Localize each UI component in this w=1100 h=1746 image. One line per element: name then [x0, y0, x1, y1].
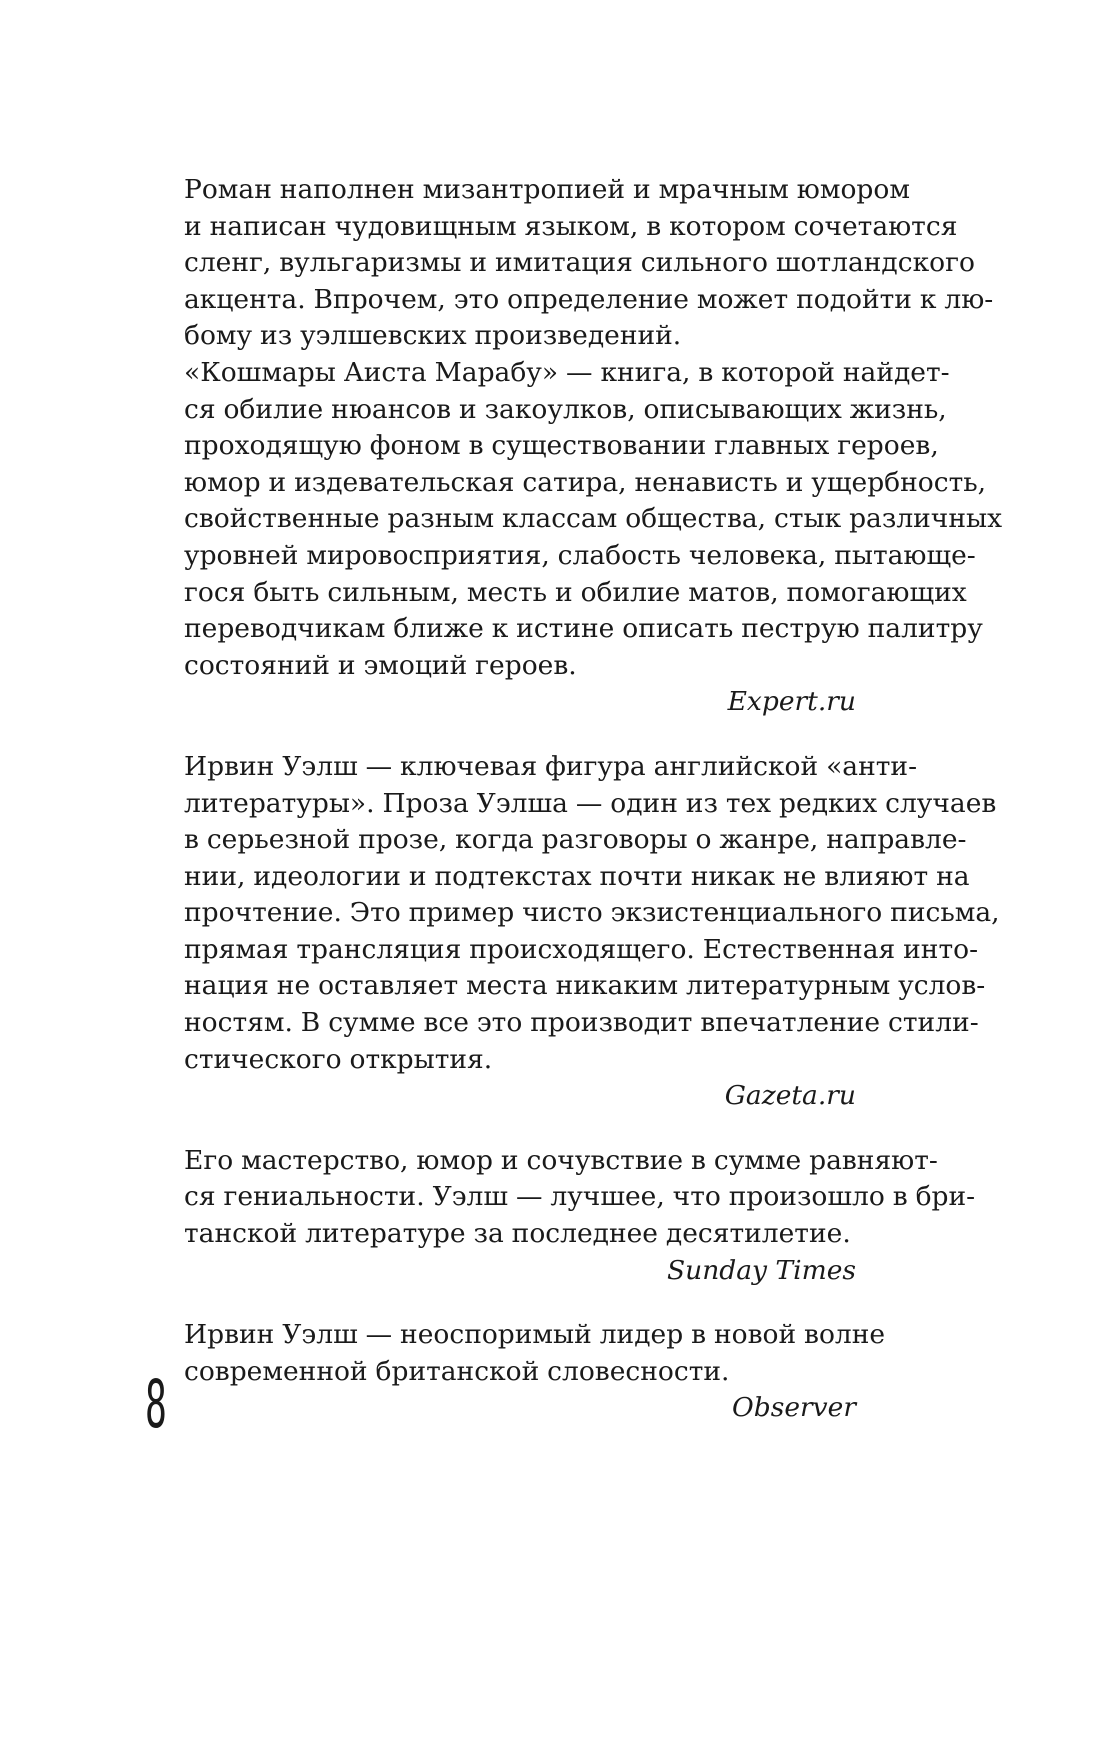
- text-line: Ирвин Уэлш — неоспоримый лидер в новой волне: [184, 1319, 886, 1351]
- page-content: [150, 172, 1003, 1427]
- review-source: Observer: [732, 1392, 856, 1424]
- review-paragraph: [150, 355, 1003, 684]
- text-line: литературы». Проза Уэлша — один из тех редких случаев: [184, 787, 997, 819]
- text-line: переводчикам ближе к истине описать пеструю палитру: [184, 613, 983, 645]
- text-line: стического открытия.: [184, 1043, 493, 1075]
- review-observer: [150, 1317, 886, 1427]
- text-line: Роман наполнен мизантропией и мрачным юмором: [184, 174, 910, 205]
- review-sunday-times: [150, 1143, 976, 1289]
- spacer: [150, 1289, 856, 1317]
- text-line: и написан чудовищным языком, в котором сочетаются: [184, 210, 958, 242]
- text-line: нии, идеологии и подтекстах почти никак не влияют на: [184, 860, 970, 892]
- text-line: свойственные разным классам общества, стык различных: [184, 503, 1003, 535]
- spacer: [150, 1115, 856, 1143]
- text-line: проходящую фоном в существовании главных героев,: [184, 430, 939, 462]
- text-line: гося быть сильным, месть и обилие матов, помогающих: [184, 576, 967, 608]
- page-number: 8: [145, 1366, 167, 1443]
- text-line: «Кошмары Аиста Марабу» — книга, в которой найдет-: [184, 356, 950, 388]
- review-expert: [150, 172, 1003, 721]
- review-paragraph: [150, 749, 1000, 1078]
- text-line: состояний и эмоций героев.: [184, 649, 577, 681]
- text-line: прямая трансляция происходящего. Естественная инто-: [184, 933, 979, 965]
- review-paragraph: [150, 172, 994, 355]
- review-source: Sunday Times: [666, 1254, 856, 1286]
- text-line: нация не оставляет места никаким литературным услов-: [184, 970, 986, 1002]
- text-line: Ирвин Уэлш — ключевая фигура английской «анти-: [184, 750, 918, 782]
- review-source: Gazeta.ru: [724, 1080, 856, 1112]
- text-line: в серьезной прозе, когда разговоры о жанре, направле-: [184, 824, 967, 856]
- spacer: [150, 721, 856, 749]
- text-line: прочтение. Это пример чисто экзистенциального письма,: [184, 897, 1000, 929]
- review-source: Expert.ru: [727, 686, 856, 718]
- text-line: сленг, вульгаризмы и имитация сильного шотландского: [184, 247, 975, 279]
- review-paragraph: [150, 1143, 976, 1253]
- text-line: юмор и издевательская сатира, ненависть и ущербность,: [184, 466, 987, 498]
- text-line: Его мастерство, юмор и сочувствие в сумме равняют-: [184, 1144, 938, 1176]
- text-line: ся обилие нюансов и закоулков, описывающих жизнь,: [184, 393, 947, 425]
- text-line: бому из уэлшевских произведений.: [184, 320, 682, 352]
- text-line: ся гениальности. Уэлш — лучшее, что произошло в бри-: [184, 1181, 976, 1213]
- text-line: танской литературе за последнее десятилетие.: [184, 1218, 851, 1250]
- text-line: ностям. В сумме все это производит впечатление стили-: [184, 1007, 979, 1039]
- text-line: современной британской словесности.: [184, 1355, 730, 1387]
- text-line: акцента. Впрочем, это определение может подойти к лю-: [184, 283, 994, 315]
- text-line: уровней мировосприятия, слабость человека, пытающе-: [184, 539, 976, 571]
- review-paragraph: [150, 1317, 886, 1390]
- review-gazeta: [150, 749, 1000, 1115]
